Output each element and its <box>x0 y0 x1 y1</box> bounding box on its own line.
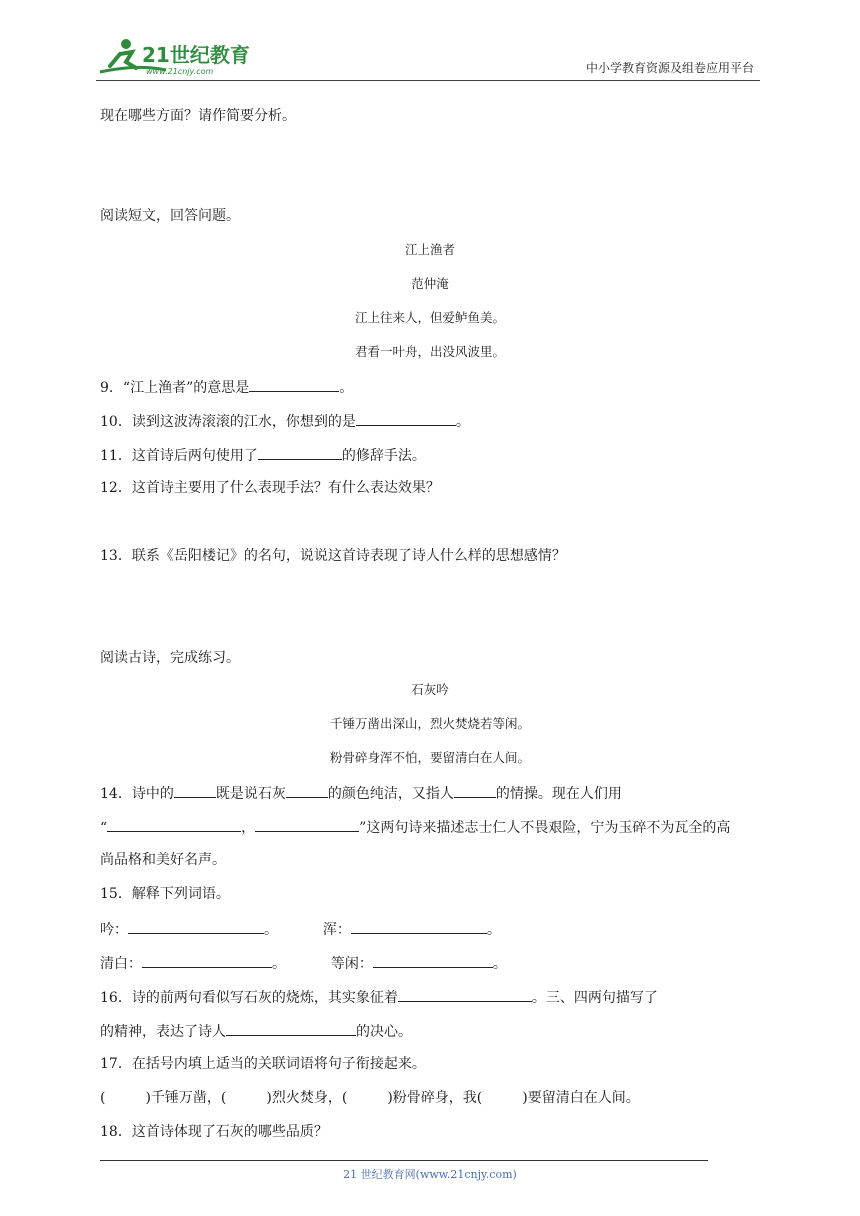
poem-author: 范仲淹 <box>411 276 449 291</box>
question-text: 。 <box>486 922 501 938</box>
question-14 <box>100 782 622 804</box>
answer-blank[interactable] <box>128 918 264 934</box>
question-text: ”这两句诗来描述志士仁人不畏艰险，宁为玉碎不为瓦全的高 <box>359 820 731 836</box>
question-text: )千锤万凿，( <box>145 1090 227 1106</box>
question-text: 14．诗中的 <box>100 786 174 802</box>
section-intro: 阅读短文，回答问题。 <box>100 208 240 224</box>
term-label: 浑： <box>322 922 351 938</box>
question-text: 的修辞手法。 <box>341 448 426 464</box>
footer-divider <box>100 1160 708 1161</box>
poem-line: 粉骨碎身浑不怕，要留清白在人间。 <box>329 750 530 765</box>
question-text: 既是说石灰 <box>215 786 286 802</box>
section-intro: 阅读古诗，完成练习。 <box>100 650 240 666</box>
answer-blank[interactable] <box>226 1020 356 1036</box>
question-14-cont <box>100 816 730 838</box>
question-text: 。 <box>272 956 286 972</box>
question-text: 16．诗的前两句看似写石灰的烧炼，其实象征着 <box>100 990 398 1006</box>
question-text: )要留清白在人间。 <box>522 1090 640 1106</box>
question-15-row <box>100 952 507 974</box>
question-text: )烈火焚身，( <box>266 1090 348 1106</box>
question-text: 。 <box>455 414 470 430</box>
answer-blank[interactable] <box>286 782 328 798</box>
poem-title: 石灰吟 <box>411 682 449 697</box>
question-text: 。三、四两句描写了 <box>531 990 658 1006</box>
answer-blank[interactable] <box>258 444 342 460</box>
answer-blank[interactable] <box>142 952 272 968</box>
question-15: 15．解释下列词语。 <box>100 886 230 902</box>
term-label: 等闲： <box>330 956 373 972</box>
poem-line: 江上往来人，但爱鲈鱼美。 <box>354 310 505 325</box>
question-text: ( <box>100 1090 106 1106</box>
question-text: “ <box>100 820 108 836</box>
question-10 <box>100 410 470 432</box>
answer-blank[interactable] <box>351 918 487 934</box>
question-15-row <box>100 918 501 940</box>
question-11 <box>100 444 426 466</box>
site-logo[interactable] <box>96 36 266 78</box>
text-line: 现在哪些方面？请作简要分析。 <box>100 108 296 124</box>
question-text: 9．“江上渔者”的意思是 <box>100 380 250 396</box>
poem-title: 江上渔者 <box>404 242 455 257</box>
question-12: 12．这首诗主要用了什么表现手法？有什么表达效果？ <box>100 480 440 496</box>
answer-blank[interactable] <box>373 952 493 968</box>
term-label: 吟： <box>100 922 128 938</box>
question-text: 11．这首诗后两句使用了 <box>100 448 258 464</box>
poem-line: 千锤万凿出深山，烈火焚烧若等闲。 <box>329 716 530 731</box>
answer-blank[interactable] <box>454 782 496 798</box>
question-text: 。 <box>264 922 278 938</box>
question-14-cont: 尚品格和美好名声。 <box>100 852 226 868</box>
question-13: 13．联系《岳阳楼记》的名句，说说这首诗表现了诗人什么样的思想感情？ <box>100 548 566 564</box>
page-footer[interactable]: 21 世纪教育网(www.21cnjy.com) <box>343 1168 517 1181</box>
logo-url: www.21cnjy.com <box>146 67 214 76</box>
question-text: 。 <box>339 380 354 396</box>
answer-blank[interactable] <box>255 816 359 832</box>
answer-blank[interactable] <box>249 376 339 392</box>
site-tagline: 中小学教育资源及组卷应用平台 <box>585 61 754 75</box>
question-17: 17．在括号内填上适当的关联词语将句子衔接起来。 <box>100 1056 426 1072</box>
question-9 <box>100 376 353 398</box>
term-label: 清白： <box>100 956 142 972</box>
question-18: 18．这首诗体现了石灰的哪些品质？ <box>100 1124 328 1140</box>
question-text: 的情操。现在人们用 <box>495 786 622 802</box>
answer-blank[interactable] <box>174 782 216 798</box>
question-text: 。 <box>492 956 507 972</box>
question-text: 的精神，表达了诗人 <box>100 1024 226 1040</box>
answer-blank[interactable] <box>398 986 532 1002</box>
question-text: 的颜色纯洁，又指人 <box>327 786 454 802</box>
question-16 <box>100 986 658 1008</box>
question-17-row <box>100 1088 640 1108</box>
answer-blank[interactable] <box>107 816 241 832</box>
question-text: 10．读到这波涛滚滚的江水，你想到的是 <box>100 414 356 430</box>
question-text: ， <box>241 820 256 836</box>
logo-text: 21世纪教育 <box>142 43 250 67</box>
question-text: )粉骨碎身，我( <box>387 1090 483 1106</box>
runner-logo-icon <box>96 36 266 78</box>
page-header <box>96 34 760 81</box>
question-16-cont <box>100 1020 412 1042</box>
poem-line: 君看一叶舟，出没风波里。 <box>354 344 505 359</box>
answer-blank[interactable] <box>356 410 456 426</box>
question-text: 的决心。 <box>356 1024 412 1040</box>
